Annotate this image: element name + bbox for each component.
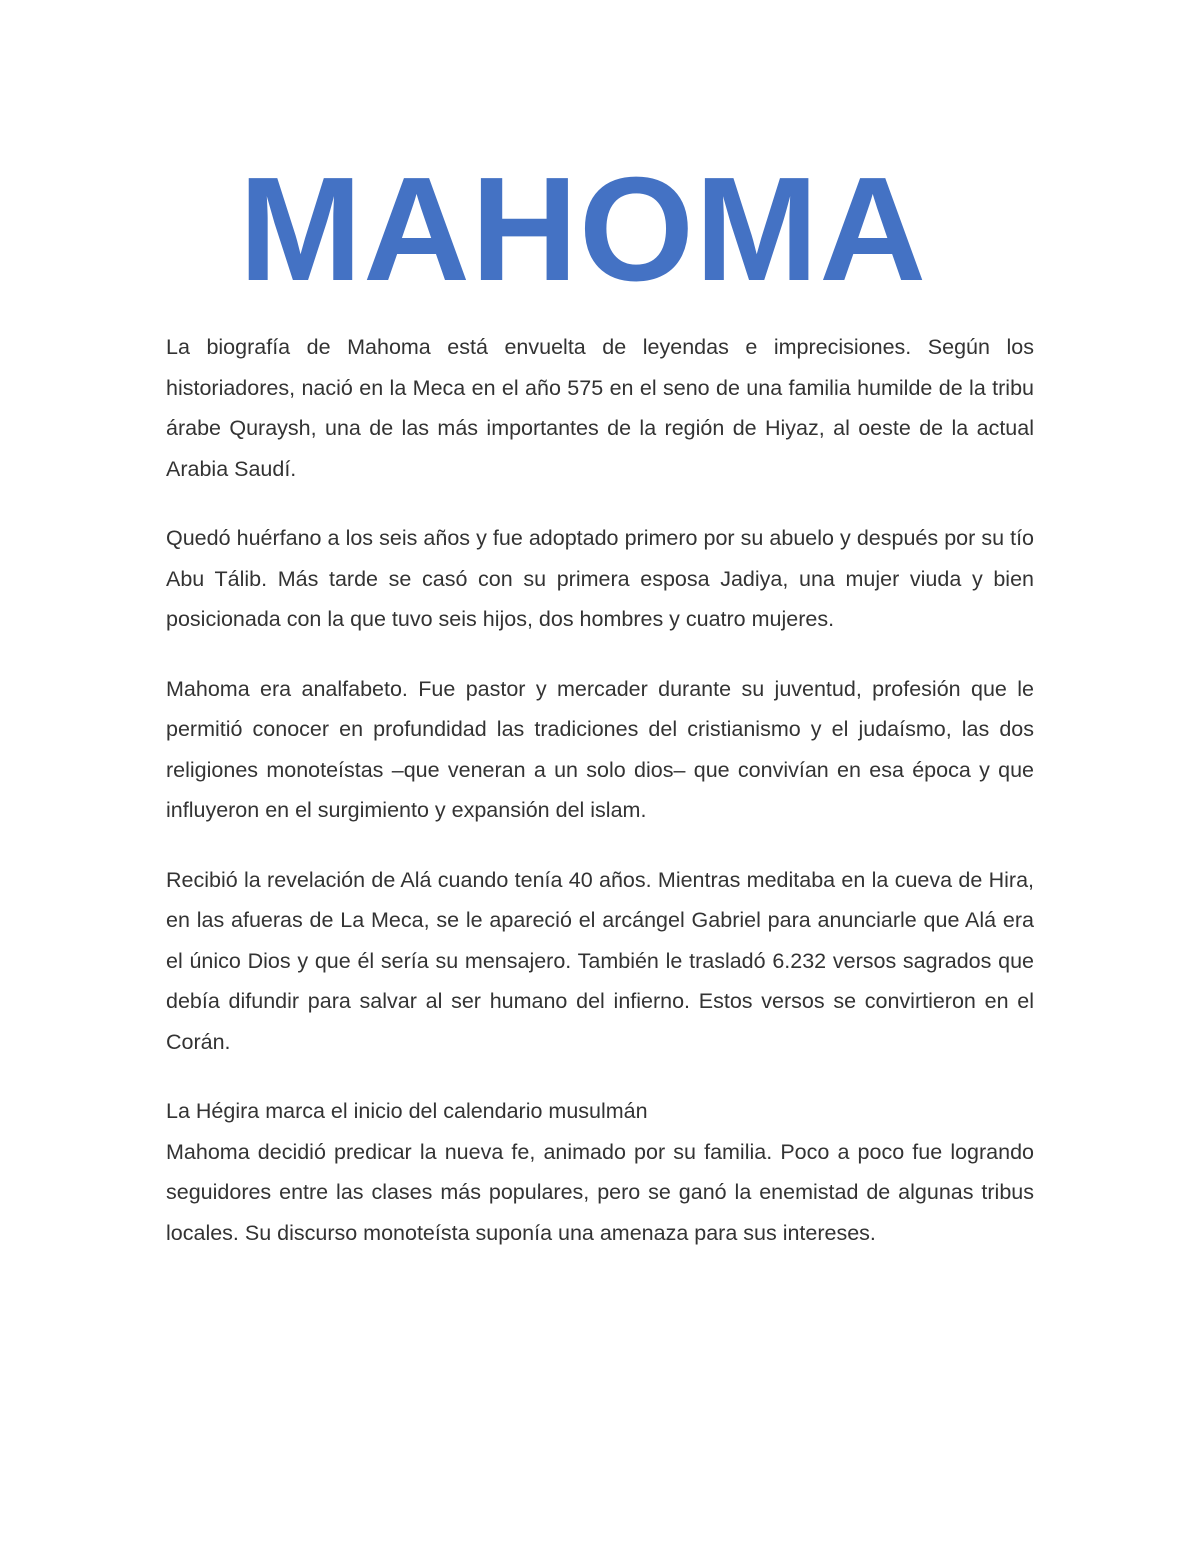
paragraph-preaching: Mahoma decidió predicar la nueva fe, animado por su familia. Poco a poco fue logrando seguidores entre las clases más populares, pero se ganó la enemistad de algunas tribus locales. Su discurso monoteísta suponía una amenaza para sus intereses. (166, 1139, 1034, 1245)
paragraph-revelation: Recibió la revelación de Alá cuando tenía 40 años. Mientras meditaba en la cueva de Hira, en las afueras de La Meca, se le apareció el arcángel Gabriel para anunciarle que Alá era el único Dios y que él sería su mensajero. También le trasladó 6.232 versos sagrados que debía difundir para salvar al ser humano del infierno. Estos versos se convirtieron en el Corán. (166, 867, 1034, 1054)
paragraph-youth: Mahoma era analfabeto. Fue pastor y mercader durante su juventud, profesión que le permitió conocer en profundidad las tradiciones del cristianismo y el judaísmo, las dos religiones monoteístas –que veneran a un solo dios– que convivían en esa época y que influyeron en el surgimiento y expansión del islam. (166, 676, 1034, 822)
paragraph-birth: La biografía de Mahoma está envuelta de leyendas e imprecisiones. Según los historiadores, nació en la Meca en el año 575 en el seno de una familia humilde de la tribu árabe Quraysh, una de las más importantes de la región de Hiyaz, al oeste de la actual Arabia Saudí. (166, 335, 1034, 481)
section-heading-hegira: La Hégira marca el inicio del calendario musulmán (166, 1099, 648, 1123)
document-body (166, 327, 1034, 1282)
paragraph-childhood: Quedó huérfano a los seis años y fue adoptado primero por su abuelo y después por su tío Abu Tálib. Más tarde se casó con su primera esposa Jadiya, una mujer viuda y bien posicionada con la que tuvo seis hijos, dos hombres y cuatro mujeres. (166, 526, 1034, 631)
document-title: MAHOMA (238, 147, 928, 312)
